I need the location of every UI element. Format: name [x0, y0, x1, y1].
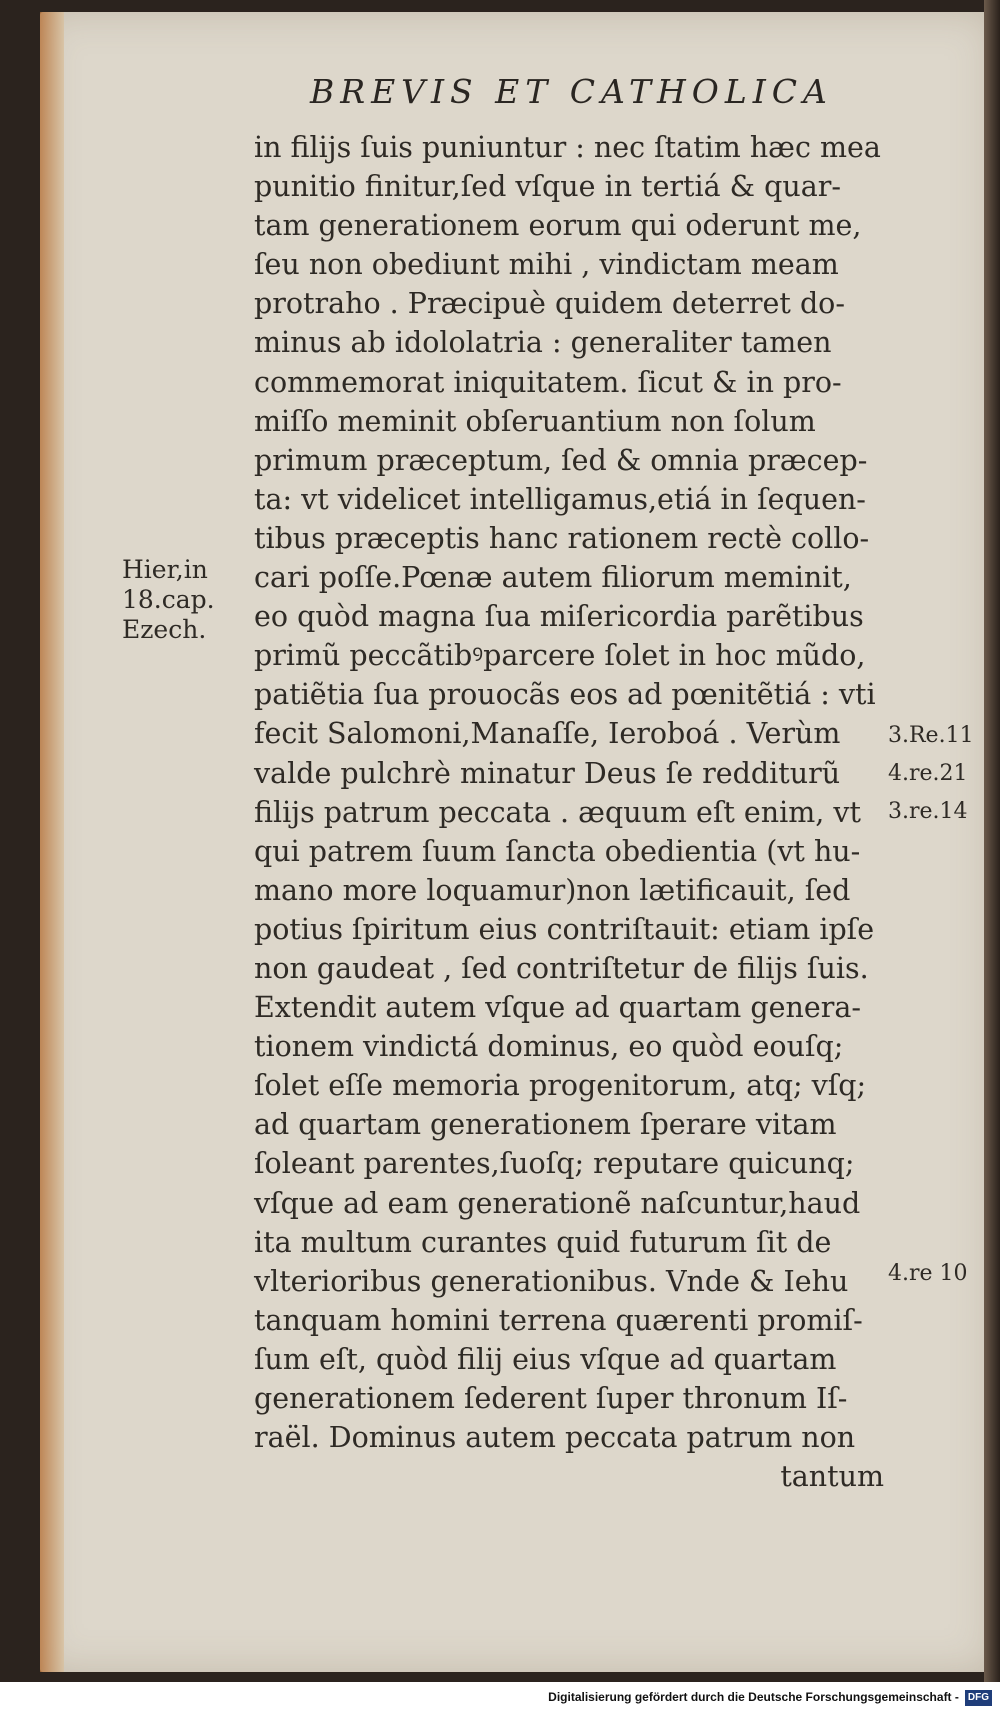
text-line: ita multum curantes quid futurum ſit de: [254, 1225, 832, 1259]
text-line: ta: vt videlicet intelligamus,etiá in ſequen-: [254, 482, 866, 516]
digitization-footer: [0, 1682, 1000, 1712]
dfg-logo: DFG: [965, 1690, 992, 1706]
text-line: non gaudeat , ſed contriſtetur de filijs ſuis.: [254, 951, 869, 985]
text-line: protraho . Præcipuè quidem deterret do-: [254, 287, 845, 321]
text-line: fecit Salomoni,Manaſſe, Ieroboá . Verùm: [254, 717, 841, 751]
text-line: tanquam homini terrena quærenti promiſ-: [254, 1303, 863, 1337]
text-line: punitio finitur,ſed vſque in tertiá & quar-: [254, 170, 841, 204]
text-line: filijs patrum peccata . æquum eſt enim, vt: [254, 795, 861, 829]
footer-credit: Digitalisierung gefördert durch die Deutsche Forschungsgemeinschaft -: [548, 1690, 959, 1704]
text-line: Extendit autem vſque ad quartam genera-: [254, 991, 861, 1025]
text-line: eo quòd magna ſua miſericordia parẽtibus: [254, 600, 864, 634]
text-line: commemorat iniquitatem. ſicut & in pro-: [254, 365, 842, 399]
page-edge: [40, 12, 64, 1672]
text-line: primũ peccãtibꝰparcere ſolet in hoc mũdo,: [254, 639, 866, 673]
text-line: tibus præceptis hanc rationem rectè collo-: [254, 521, 870, 555]
text-line: ad quartam generationem ſperare vitam: [254, 1108, 837, 1142]
text-line: valde pulchrè minatur Deus ſe redditurũ: [254, 756, 841, 790]
text-line: cari poſſe.Pœnæ autem filiorum meminit,: [254, 561, 852, 595]
text-line: tam generationem eorum qui oderunt me,: [254, 209, 862, 243]
text-line: ſum eſt, quòd filij eius vſque ad quartam: [254, 1342, 837, 1376]
text-line: ſolet eſſe memoria progenitorum, atq; vſq;: [254, 1069, 867, 1103]
marginal-note-right: 3.re.14: [888, 799, 968, 824]
running-head: BREVIS ET CATHOLICA: [310, 72, 833, 111]
text-line: potius ſpiritum eius contriſtauit: etiam ipſe: [254, 912, 875, 946]
binding-gutter: [984, 0, 1000, 1712]
marginal-note-line: Hier,in: [122, 555, 208, 584]
text-line: vlterioribus generationibus. Vnde & Iehu: [254, 1264, 849, 1298]
text-line: miſſo meminit obſeruantium non ſolum: [254, 404, 816, 438]
text-line: raël. Dominus autem peccata patrum non: [254, 1421, 856, 1455]
text-line: ſeu non obediunt mihi , vindictam meam: [254, 248, 839, 282]
text-line: patiẽtia ſua prouocãs eos ad pœnitẽtiá : vti: [254, 678, 876, 712]
text-line: qui patrem ſuum ſancta obedientia (vt hu-: [254, 834, 861, 868]
text-line: vſque ad eam generationẽ naſcuntur,haud: [254, 1186, 861, 1220]
catchword: tantum: [780, 1460, 884, 1494]
text-line: ſoleant parentes,ſuoſq; reputare quicunq;: [254, 1147, 855, 1181]
text-line: primum præceptum, ſed & omnia præcep-: [254, 443, 868, 477]
text-line: in filijs ſuis puniuntur : nec ſtatim hæc mea: [254, 131, 881, 164]
marginal-note-right: 3.Re.11: [888, 723, 974, 748]
text-line: mano more loquamur)non lætificauit, ſed: [254, 873, 851, 907]
text-line: tionem vindictá dominus, eo quòd eouſq;: [254, 1030, 844, 1064]
marginal-note-right: 4.re.21: [888, 761, 968, 786]
marginal-note-line: Ezech.: [122, 615, 207, 644]
marginal-note-right: 4.re 10: [888, 1261, 968, 1286]
marginal-note-left: [122, 555, 242, 645]
marginal-note-line: 18.cap.: [122, 585, 215, 614]
main-text-block: [254, 128, 894, 1496]
text-line: generationem ſederent ſuper thronum Iſ-: [254, 1382, 848, 1415]
text-line: minus ab idololatria : generaliter tamen: [254, 326, 832, 360]
